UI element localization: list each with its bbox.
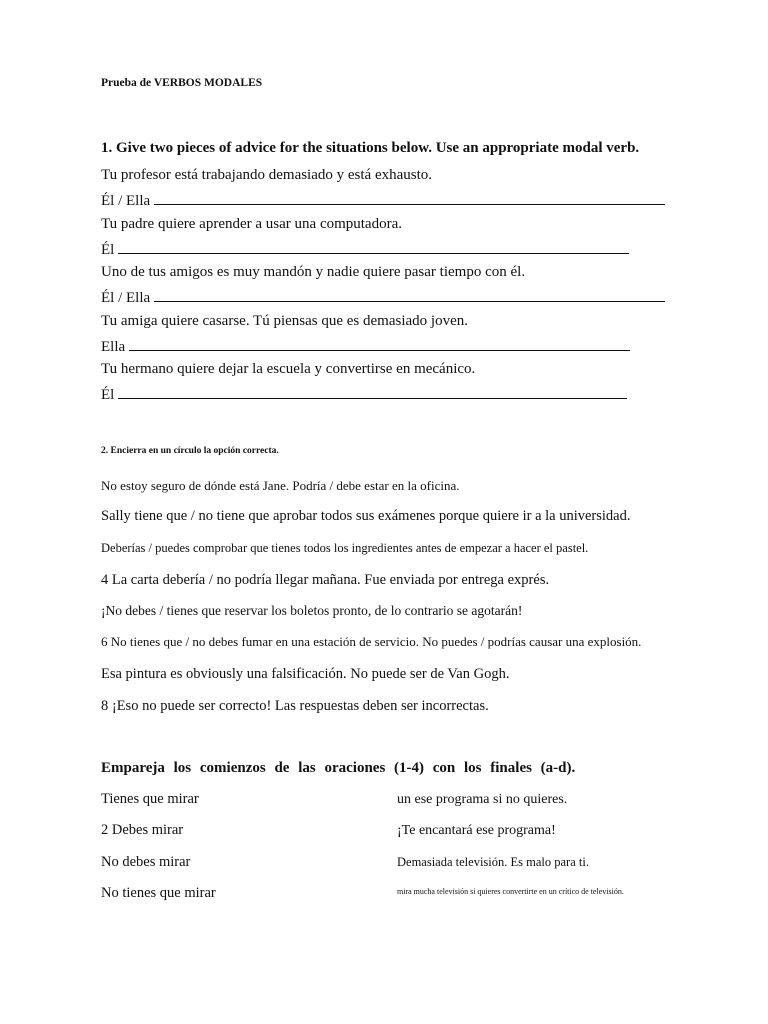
pronoun-label-1: Él / Ella	[101, 193, 151, 209]
choice-sentence-2: Sally tiene que / no tiene que aprobar todos sus exámenes porque quiere ir a la universidad.	[101, 508, 631, 524]
choice-sentence-8: 8 ¡Eso no puede ser correcto! Las respuestas deben ser incorrectas.	[101, 698, 489, 714]
sentence-ending-d: mira mucha televisión si quieres convertirte en un crítico de televisión.	[397, 887, 624, 896]
sentence-ending-a: un ese programa si no quieres.	[397, 792, 568, 807]
answer-row-1	[101, 191, 665, 210]
sentence-beginning-3: No debes mirar	[101, 854, 191, 870]
answer-row-3	[101, 288, 665, 307]
choice-sentence-1: No estoy seguro de dónde está Jane. Podría / debe estar en la oficina.	[101, 478, 460, 493]
answer-row-4	[101, 337, 630, 356]
sentence-ending-b: ¡Te encantará ese programa!	[397, 823, 556, 838]
choice-sentence-3: Deberías / puedes comprobar que tienes todos los ingredientes antes de empezar a hacer el pastel.	[101, 541, 589, 555]
section2-heading: 2. Encierra en un círculo la opción correcta.	[101, 446, 279, 456]
sentence-ending-c: Demasiada televisión. Es malo para ti.	[397, 855, 589, 869]
pronoun-label-2: Él	[101, 242, 115, 258]
pronoun-label-5: Él	[101, 387, 115, 403]
choice-sentence-4: 4 La carta debería / no podría llegar mañana. Fue enviada por entrega exprés.	[101, 572, 550, 588]
sentence-beginning-4: No tienes que mirar	[101, 885, 216, 901]
section1-heading: 1. Give two pieces of advice for the situations below. Use an appropriate modal verb.	[101, 140, 640, 156]
choice-sentence-6: 6 No tienes que / no debes fumar en una estación de servicio. No puedes / podrías causar una explosión.	[101, 634, 642, 649]
answer-blank-3[interactable]	[154, 288, 665, 302]
sentence-beginning-1: Tienes que mirar	[101, 791, 199, 807]
situation-4: Tu amiga quiere casarse. Tú piensas que es demasiado joven.	[101, 313, 468, 329]
answer-blank-1[interactable]	[154, 191, 665, 205]
situation-3: Uno de tus amigos es muy mandón y nadie quiere pasar tiempo con él.	[101, 264, 526, 280]
situation-5: Tu hermano quiere dejar la escuela y convertirse en mecánico.	[101, 361, 476, 377]
choice-sentence-7: Esa pintura es obviously una falsificación. No puede ser de Van Gogh.	[101, 666, 510, 682]
pronoun-label-4: Ella	[101, 339, 126, 355]
pronoun-label-3: Él / Ella	[101, 290, 151, 306]
section3-heading: Empareja los comienzos de las oraciones (1-4) con los finales (a-d).	[101, 760, 576, 776]
answer-row-2	[101, 240, 629, 259]
answer-blank-4[interactable]	[129, 337, 630, 351]
situation-2: Tu padre quiere aprender a usar una computadora.	[101, 216, 402, 232]
situation-1: Tu profesor está trabajando demasiado y está exhausto.	[101, 167, 433, 183]
sentence-beginning-2: 2 Debes mirar	[101, 822, 184, 838]
answer-row-5	[101, 385, 627, 404]
choice-sentence-5: ¡No debes / tienes que reservar los boletos pronto, de lo contrario se agotarán!	[101, 603, 523, 618]
answer-blank-2[interactable]	[118, 240, 629, 254]
document-title: Prueba de VERBOS MODALES	[101, 77, 263, 89]
answer-blank-5[interactable]	[118, 385, 627, 399]
